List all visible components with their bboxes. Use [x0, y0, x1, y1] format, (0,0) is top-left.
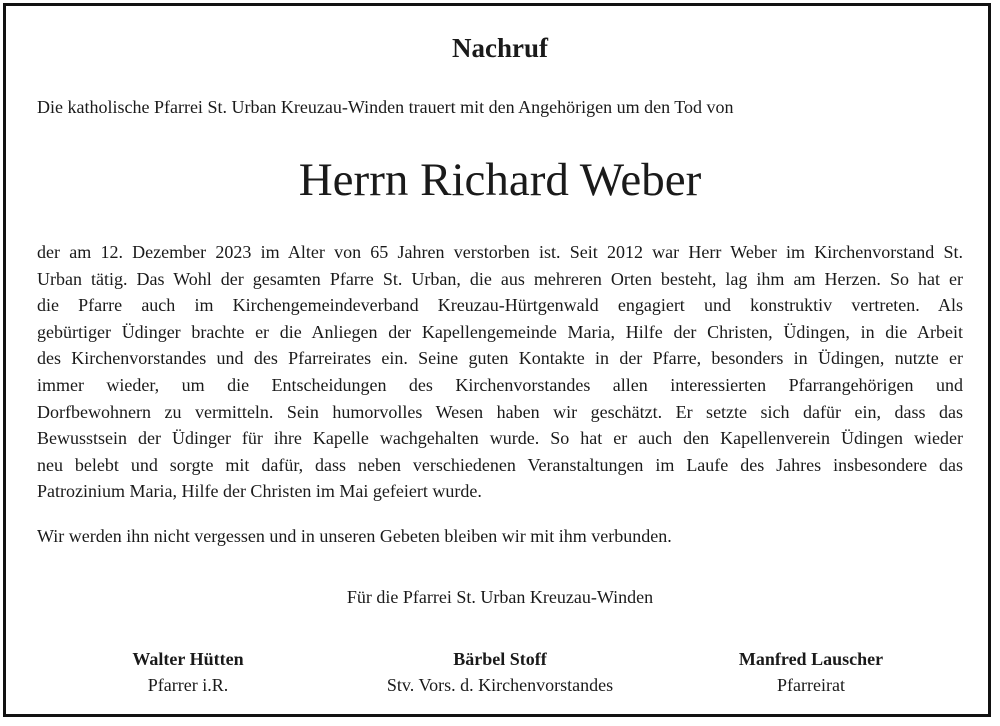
signatory-role: Pfarrer i.R.	[147, 675, 229, 695]
deceased-name: Herrn Richard Weber	[298, 154, 702, 206]
body-line: die Pfarre auch im Kirchengemeindeverband Kreuzau-Hürtgenwald engagiert und konstruktiv vertreten. Als	[37, 295, 963, 316]
signatory-2	[350, 646, 650, 698]
closing-text: Wir werden ihn nicht vergessen und in unseren Gebeten bleiben wir mit ihm verbunden.	[37, 526, 672, 546]
body-line: Urban tätig. Das Wohl der gesamten Pfarre St. Urban, die aus mehreren Orten besteht, lag ihm am Herzen. So hat er	[37, 268, 963, 289]
notice-heading: Nachruf	[452, 33, 548, 63]
signatory-1	[38, 646, 338, 698]
signatory-name: Walter Hütten	[132, 649, 244, 669]
body-line: Bewusstsein der Üdinger für ihre Kapelle wachgehalten wurde. So hat er auch den Kapellenverein Üdingen wieder	[37, 428, 963, 449]
body-line: immer wieder, um die Entscheidungen des Kirchenvorstandes allen interessierten Pfarrangehörigen und	[37, 374, 963, 395]
body-line: des Kirchenvorstandes und des Pfarreirates ein. Seine guten Kontakte in der Pfarre, besonders in Üdingen, nutzte er	[37, 348, 963, 369]
signatory-role: Stv. Vors. d. Kirchenvorstandes	[386, 675, 614, 695]
body-line: Patrozinium Maria, Hilfe der Christen im Mai gefeiert wurde.	[37, 481, 482, 502]
obituary-body	[37, 239, 963, 505]
signatory-name: Manfred Lauscher	[738, 649, 884, 669]
body-line: Dorfbewohnern zu vermitteln. Sein humorvolles Wesen haben wir geschätzt. Er setzte sich dafür ein, dass das	[37, 401, 963, 422]
body-line: neu belebt und sorgte mit dafür, dass neben verschiedenen Veranstaltungen im Laufe des Jahres insbesondere das	[37, 454, 963, 475]
on-behalf-of: Für die Pfarrei St. Urban Kreuzau-Winden	[346, 587, 654, 607]
signatory-3	[661, 646, 961, 698]
signatory-name: Bärbel Stoff	[453, 649, 547, 669]
intro-text: Die katholische Pfarrei St. Urban Kreuzau-Winden trauert mit den Angehörigen um den Tod von	[37, 97, 734, 117]
signatory-role: Pfarreirat	[777, 675, 845, 695]
body-line: gebürtiger Üdinger brachte er die Anliegen der Kapellengemeinde Maria, Hilfe der Christen, Üdingen, in die Arbeit	[37, 321, 963, 342]
body-line: der am 12. Dezember 2023 im Alter von 65 Jahren verstorben ist. Seit 2012 war Herr Weber im Kirchenvorstand St.	[37, 242, 963, 262]
